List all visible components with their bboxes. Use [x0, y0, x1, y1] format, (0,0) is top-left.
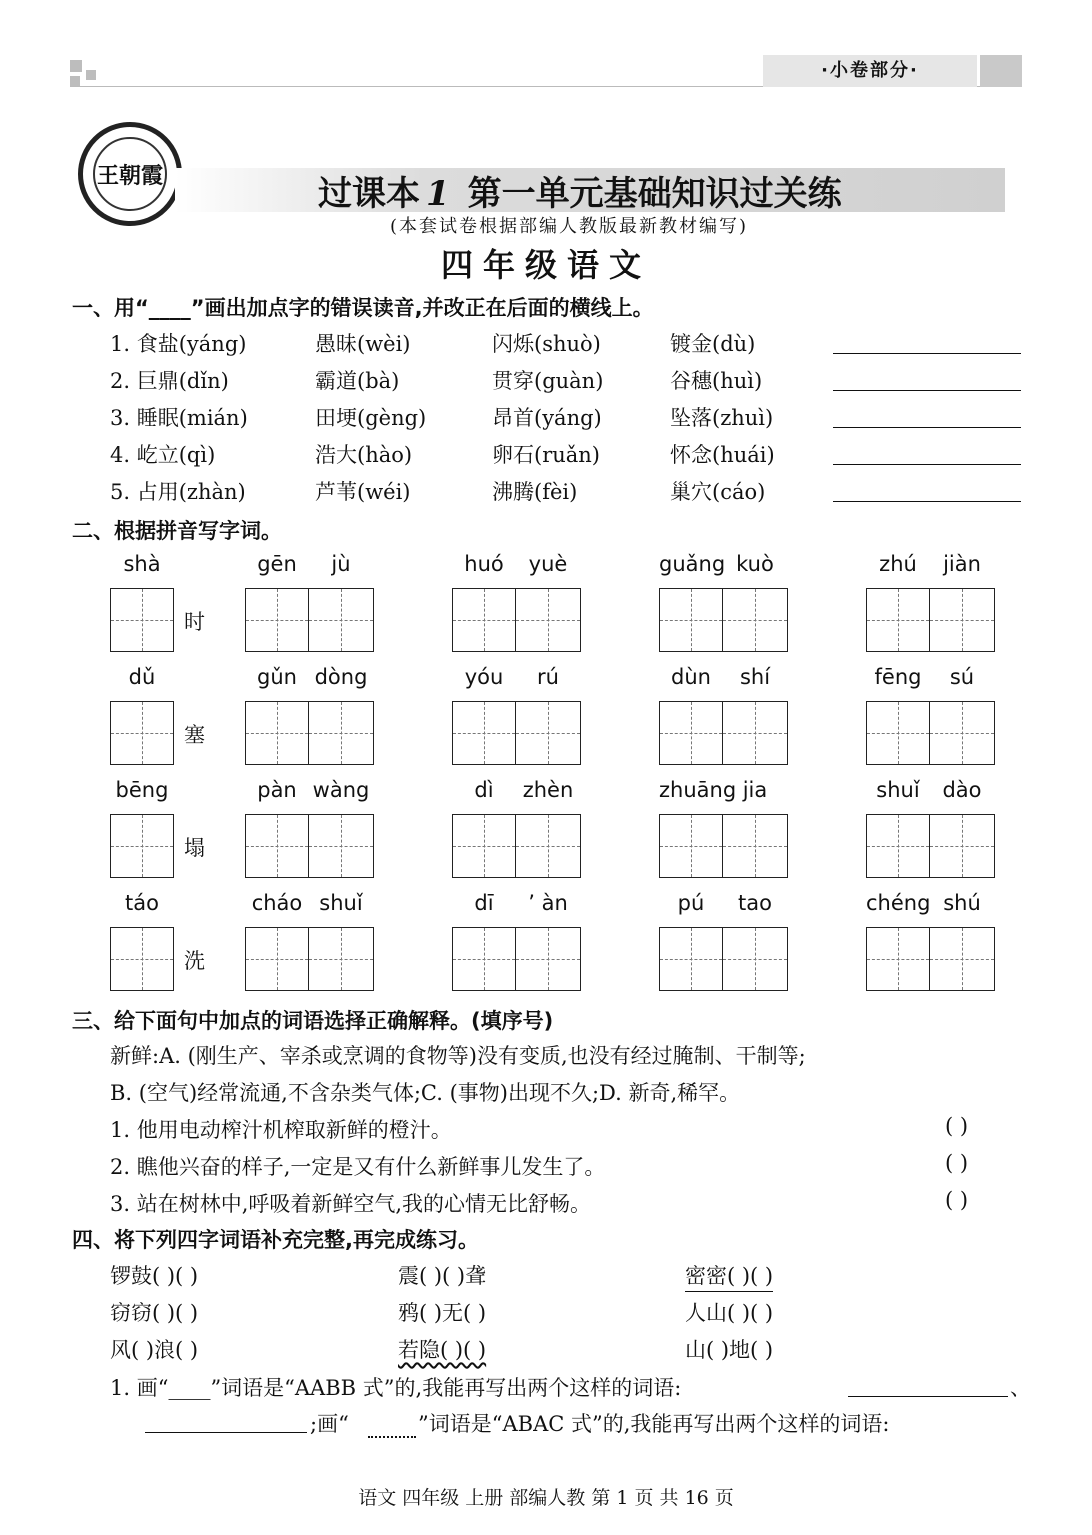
pinyin-label: zhèn: [522, 778, 574, 802]
reading-item: 镀金(dù): [670, 332, 756, 356]
pinyin-label: dī: [474, 891, 494, 915]
correction-line[interactable]: [833, 501, 1021, 502]
publisher-logo: [78, 122, 182, 226]
pinyin-label: shuǐ: [876, 778, 920, 802]
pinyin-label: chéng: [866, 891, 931, 915]
corner-square: [86, 70, 96, 80]
writing-box[interactable]: [309, 814, 374, 878]
given-character: 塞: [184, 723, 205, 747]
pinyin-label: zhú: [879, 552, 917, 576]
pinyin-label: jù: [331, 552, 351, 576]
pinyin-label: shí: [739, 665, 771, 689]
pinyin-label: pú: [677, 891, 705, 915]
idiom-r3-2[interactable]: 若隐( )( ): [398, 1338, 487, 1362]
writing-box[interactable]: [866, 927, 930, 991]
reading-item: 5. 占用(zhàn): [110, 480, 246, 504]
pinyin-label: bēng: [115, 778, 169, 802]
writing-box[interactable]: [659, 927, 723, 991]
question-1: 1. 他用电动榨汁机榨取新鲜的橙汁。: [110, 1118, 452, 1142]
pinyin-label: shà: [123, 552, 161, 576]
pinyin-label: dòng: [314, 665, 368, 689]
writing-box[interactable]: [930, 701, 995, 765]
pinyin-label: shuǐ: [319, 891, 363, 915]
reading-item: 4. 屹立(qì): [110, 443, 216, 467]
reading-item: 3. 睡眠(mián): [110, 406, 248, 430]
title-number: 1: [426, 174, 450, 214]
pinyin-label: yóu: [464, 665, 504, 689]
pinyin-label: guǎng: [659, 552, 726, 576]
definition-line-2: B. (空气)经常流通,不含杂类气体;C. (事物)出现不久;D. 新奇,稀罕。: [110, 1081, 741, 1105]
writing-box[interactable]: [659, 588, 723, 652]
logo-inner-ring: [93, 137, 167, 211]
reading-item: 坠落(zhuì): [670, 406, 774, 430]
reading-item: 霸道(bà): [315, 369, 400, 393]
question-2: 2. 瞧他兴奋的样子,一定是又有什么新鲜事儿发生了。: [110, 1155, 606, 1179]
writing-box[interactable]: [245, 814, 309, 878]
writing-box[interactable]: [245, 588, 309, 652]
reading-item: 闪烁(shuò): [492, 332, 601, 356]
writing-box[interactable]: [452, 701, 516, 765]
answer-paren-3[interactable]: ( ): [945, 1188, 969, 1212]
section-tab-end: [980, 55, 1022, 87]
corner-square: [70, 60, 82, 72]
reading-item: 田埂(gèng): [315, 406, 427, 430]
definition-line-1: 新鲜:A. (刚生产、宰杀或烹调的食物等)没有变质,也没有经过腌制、干制等;: [110, 1044, 806, 1068]
reading-item: 芦苇(wéi): [315, 480, 411, 504]
page-footer: 语文 四年级 上册 部编人教 第 1 页 共 16 页: [358, 1487, 734, 1509]
section3-heading: 三、给下面句中加点的词语选择正确解释。(填序号): [72, 1009, 554, 1033]
answer-paren-1[interactable]: ( ): [945, 1114, 969, 1138]
idiom-r1-3[interactable]: 密密( )( ): [685, 1260, 773, 1292]
pinyin-label: gēn: [257, 552, 297, 576]
pinyin-label: dǔ: [128, 665, 156, 689]
pinyin-label: fēng: [874, 665, 922, 689]
writing-box[interactable]: [110, 588, 174, 652]
idiom-r2-1[interactable]: 窃窃( )( ): [110, 1301, 199, 1325]
correction-line[interactable]: [833, 353, 1021, 354]
reading-item: 卵石(ruǎn): [492, 443, 600, 467]
title-prefix: 过课本: [318, 174, 420, 214]
writing-box[interactable]: [723, 814, 788, 878]
writing-box[interactable]: [452, 927, 516, 991]
pinyin-label: sú: [949, 665, 975, 689]
writing-box[interactable]: [516, 927, 581, 991]
writing-box[interactable]: [516, 701, 581, 765]
idiom-r2-2[interactable]: 鸦( )无( ): [398, 1301, 487, 1325]
writing-box[interactable]: [659, 701, 723, 765]
writing-box[interactable]: [110, 701, 174, 765]
writing-box[interactable]: [516, 814, 581, 878]
wavy-line-sample: [368, 1428, 416, 1438]
reading-item: 浩大(hào): [315, 443, 413, 467]
page-title: [318, 166, 842, 215]
pinyin-label: rú: [537, 665, 559, 689]
reading-item: 谷穗(huì): [670, 369, 763, 393]
grade-title: 四年级语文: [440, 246, 651, 284]
exercise-1-text: 1. 画“____”词语是“AABB 式”的,我能再写出两个这样的词语:: [110, 1376, 682, 1400]
reading-item: 1. 食盐(yáng): [110, 332, 247, 356]
writing-box[interactable]: [659, 814, 723, 878]
pinyin-label: dùn: [671, 665, 711, 689]
pinyin-label: huó: [464, 552, 504, 576]
writing-box[interactable]: [516, 588, 581, 652]
exercise-answer-line-2[interactable]: [145, 1432, 307, 1433]
given-character: 洗: [184, 949, 205, 973]
logo-text: 王朝霞: [96, 163, 163, 189]
correction-line[interactable]: [833, 390, 1021, 391]
writing-box[interactable]: [110, 927, 174, 991]
pinyin-label: zhuāng: [659, 778, 737, 802]
pinyin-label: pàn: [257, 778, 297, 802]
title-main: 第一单元基础知识过关练: [467, 174, 842, 214]
reading-item: 昂首(yáng): [492, 406, 602, 430]
writing-box[interactable]: [309, 927, 374, 991]
pinyin-label: shú: [943, 891, 981, 915]
given-character: 时: [184, 610, 205, 634]
writing-box[interactable]: [930, 814, 995, 878]
writing-box[interactable]: [723, 588, 788, 652]
pinyin-label: ’ àn: [528, 891, 568, 915]
reading-item: 愚昧(wèi): [315, 332, 411, 356]
question-3: 3. 站在树林中,呼吸着新鲜空气,我的心情无比舒畅。: [110, 1192, 592, 1216]
writing-box[interactable]: [452, 588, 516, 652]
writing-box[interactable]: [866, 588, 930, 652]
exercise-answer-line-1[interactable]: [848, 1396, 1008, 1397]
writing-box[interactable]: [110, 814, 174, 878]
pinyin-label: tao: [738, 891, 772, 915]
exercise-comma: 、: [1010, 1376, 1031, 1400]
page-subtitle: (本套试卷根据部编人教版最新教材编写): [390, 216, 749, 237]
idiom-r3-3[interactable]: 山( )地( ): [685, 1338, 774, 1362]
section-tab: ·小卷部分·: [763, 55, 977, 87]
writing-box[interactable]: [723, 927, 788, 991]
answer-paren-2[interactable]: ( ): [945, 1151, 969, 1175]
exercise-1-text-c: ”词语是“ABAC 式”的,我能再写出两个这样的词语:: [418, 1412, 890, 1436]
corner-square: [70, 76, 80, 86]
correction-line[interactable]: [833, 464, 1021, 465]
pinyin-label: kuò: [736, 552, 774, 576]
writing-box[interactable]: [452, 814, 516, 878]
writing-box[interactable]: [930, 927, 995, 991]
pinyin-label: dì: [474, 778, 494, 802]
reading-item: 沸腾(fèi): [492, 480, 578, 504]
writing-box[interactable]: [245, 927, 309, 991]
exercise-1-text-b: ;画“: [310, 1412, 349, 1436]
pinyin-label: dào: [942, 778, 982, 802]
pinyin-label: yuè: [528, 552, 568, 576]
pinyin-label: gǔn: [257, 665, 297, 689]
pinyin-label: jiàn: [943, 552, 981, 576]
correction-line[interactable]: [833, 427, 1021, 428]
reading-item: 巢穴(cáo): [670, 480, 766, 504]
writing-box[interactable]: [866, 701, 930, 765]
writing-box[interactable]: [930, 588, 995, 652]
writing-box[interactable]: [309, 701, 374, 765]
section2-heading: 二、根据拼音写字词。: [72, 519, 282, 543]
idiom-r2-3[interactable]: 人山( )( ): [685, 1301, 774, 1325]
section4-heading: 四、将下列四字词语补充完整,再完成练习。: [72, 1228, 479, 1252]
writing-box[interactable]: [245, 701, 309, 765]
pinyin-label: jia: [742, 778, 768, 802]
idiom-r1-2[interactable]: 震( )( )聋: [398, 1264, 487, 1288]
reading-item: 怀念(huái): [670, 443, 775, 467]
given-character: 塌: [184, 836, 205, 860]
idiom-r3-1[interactable]: 风( )浪( ): [110, 1338, 199, 1362]
pinyin-label: wàng: [312, 778, 370, 802]
section1-heading: 一、用“____”画出加点字的错误读音,并改正在后面的横线上。: [72, 296, 654, 320]
reading-item: 2. 巨鼎(dǐn): [110, 369, 229, 393]
pinyin-label: táo: [125, 891, 159, 915]
writing-box[interactable]: [723, 701, 788, 765]
reading-item: 贯穿(guàn): [492, 369, 604, 393]
pinyin-label: cháo: [251, 891, 303, 915]
writing-box[interactable]: [309, 588, 374, 652]
idiom-r1-1[interactable]: 锣鼓( )( ): [110, 1264, 199, 1288]
writing-box[interactable]: [866, 814, 930, 878]
